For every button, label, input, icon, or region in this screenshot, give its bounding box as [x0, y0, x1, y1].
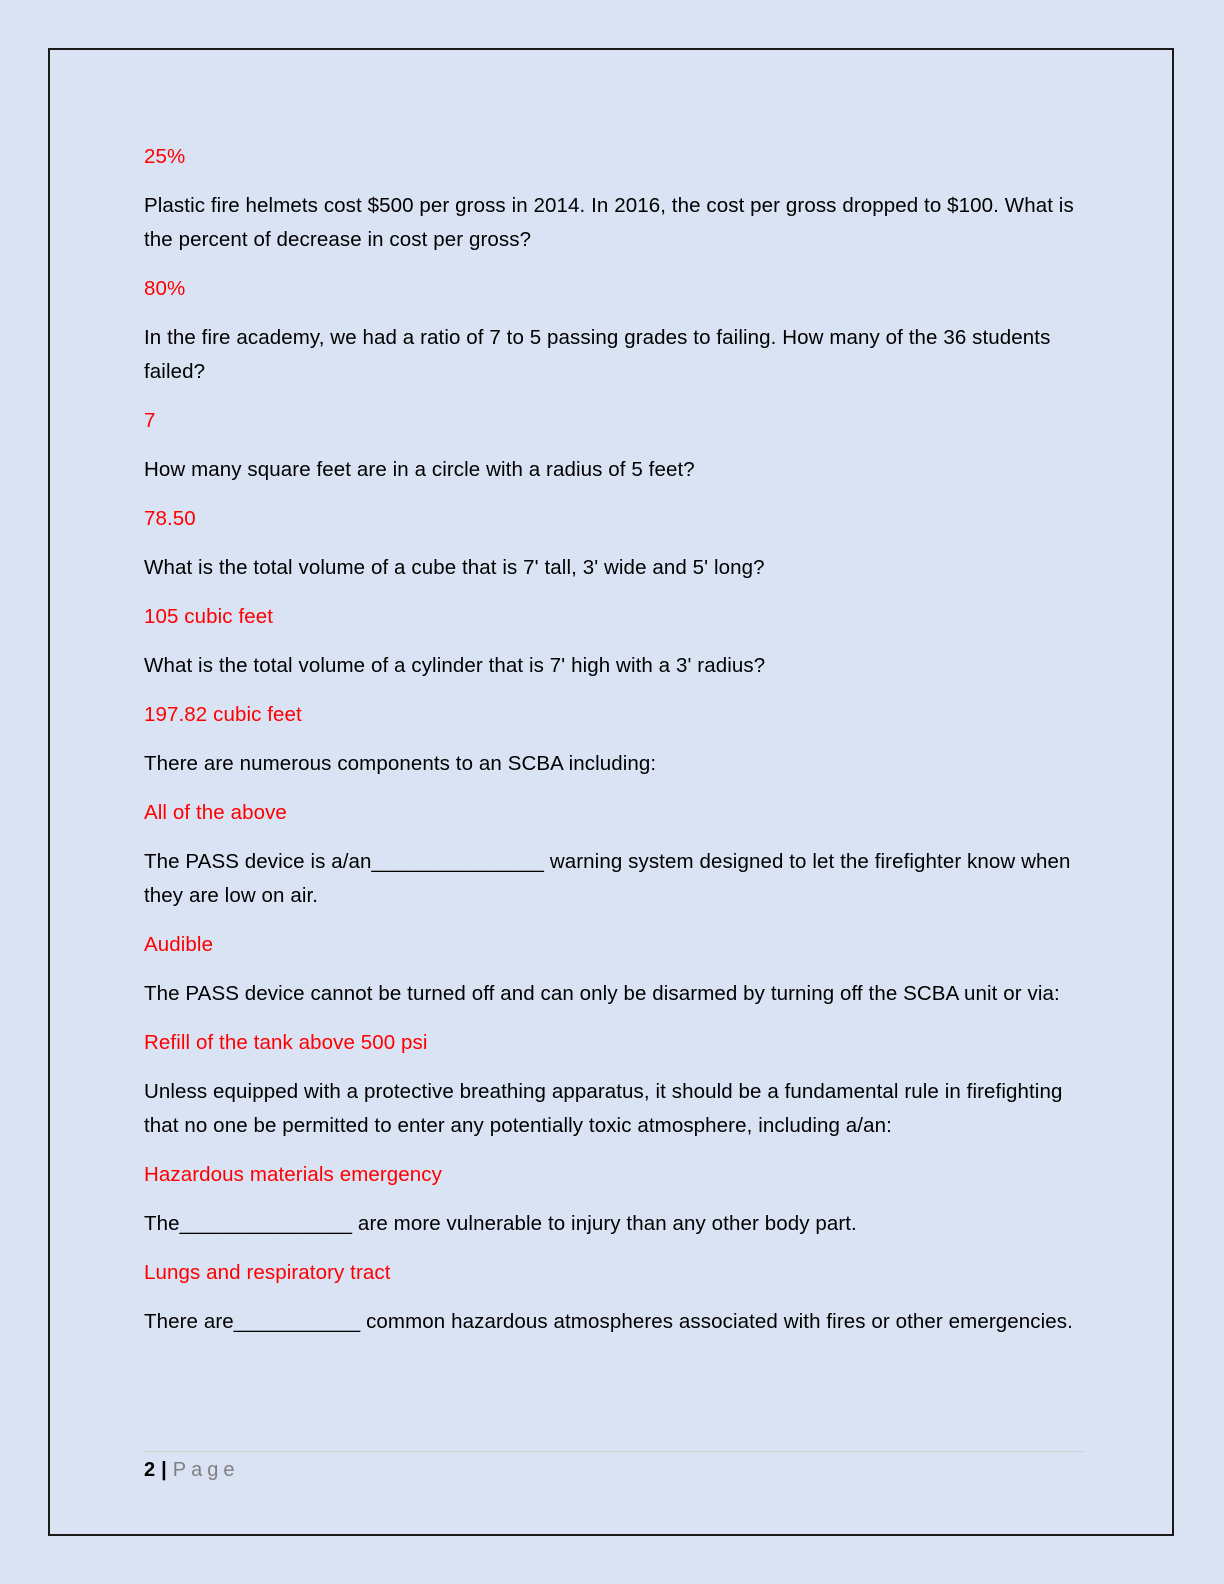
question-text: There are numerous components to an SCBA including:: [144, 752, 657, 775]
answer-text: Refill of the tank above 500 psi: [144, 1031, 428, 1054]
footer-separator: |: [161, 1459, 167, 1481]
question-text: What is the total volume of a cylinder that is 7' high with a 3' radius?: [144, 654, 766, 677]
answer-text: 7: [144, 409, 156, 432]
document-body: [144, 140, 1074, 1354]
page-label: Page: [172, 1459, 240, 1481]
page-footer: [144, 1456, 239, 1484]
answer-text: 197.82 cubic feet: [144, 703, 302, 726]
answer-text: 25%: [144, 145, 186, 168]
question-text: The_______________ are more vulnerable to injury than any other body part.: [144, 1212, 857, 1235]
answer-text: 78.50: [144, 507, 196, 530]
question-text: In the fire academy, we had a ratio of 7 to 5 passing grades to failing. How many of the 36 students failed?: [144, 326, 1051, 383]
question-text: What is the total volume of a cube that is 7' tall, 3' wide and 5' long?: [144, 556, 765, 579]
answer-text: Lungs and respiratory tract: [144, 1261, 391, 1284]
answer-text: Hazardous materials emergency: [144, 1163, 442, 1186]
answer-text: 105 cubic feet: [144, 605, 274, 628]
answer-text: Audible: [144, 933, 214, 956]
answer-text: All of the above: [144, 801, 287, 824]
question-text: The PASS device cannot be turned off and can only be disarmed by turning off the SCBA unit or via:: [144, 982, 1060, 1005]
question-text: Unless equipped with a protective breathing apparatus, it should be a fundamental rule in firefighting that no one be permitted to enter any potentially toxic atmosphere, including a/an:: [144, 1080, 1063, 1137]
page-number: 2: [144, 1459, 156, 1481]
question-text: The PASS device is a/an_______________ warning system designed to let the firefighter know when they are low on air.: [144, 850, 1071, 907]
answer-text: 80%: [144, 277, 186, 300]
footer-divider: [144, 1451, 1084, 1452]
question-text: There are___________ common hazardous atmospheres associated with fires or other emergencies.: [144, 1310, 1073, 1333]
question-text: Plastic fire helmets cost $500 per gross in 2014. In 2016, the cost per gross dropped to $100. What is the percent of decrease in cost per gross?: [144, 194, 1074, 251]
question-text: How many square feet are in a circle with a radius of 5 feet?: [144, 458, 695, 481]
